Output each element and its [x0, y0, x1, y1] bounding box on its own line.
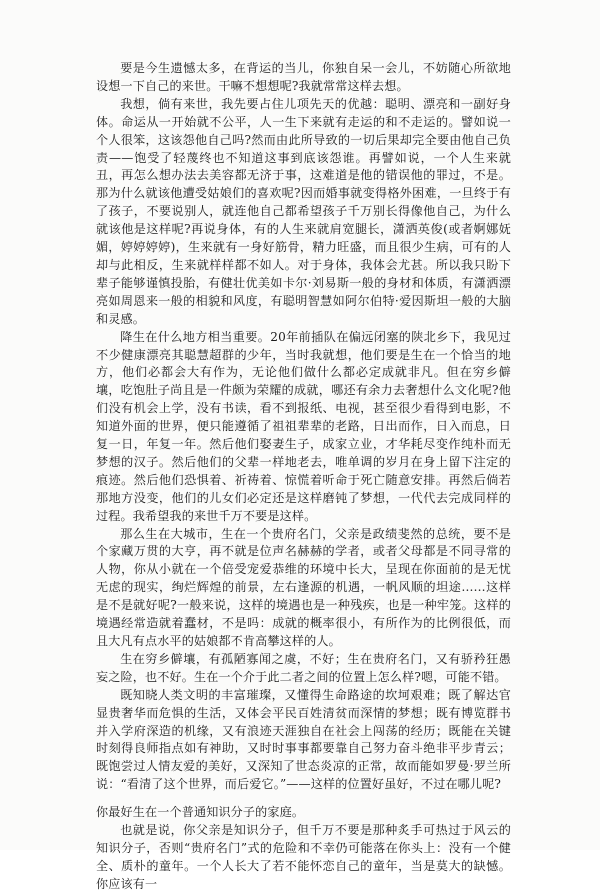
paragraph-2: 我想，倘有来世，我先要占住儿项先天的优越：聪明、漂亮和一副好身体。命运从一开始就不公平，人一生下来就有走运的和不走运的。譬如说一个人很笨，这该怨他自己吗?然而由此所导致的一切后果却完全要由他自己负责——饱受了轻蔑终也不知道这事到底该怨谁。再譬如说，一个人生来就丑，再怎么想办法去美容都无济于事，这难道是他的错误他的罪过，不是。那为什么就该他遭受姑娘们的喜欢呢?因而婚事就变得格外困难，一旦终于有了孩子，不要说别人，就连他自己都希望孩子千万别长得像他自己，为什么就该他是这样呢?再说身体，有的人生来就肩宽腿长，潇洒英俊(或者婀娜妩媚，婷婷婷婷)，生来就有一身好筋骨，精力旺盛，而且很少生病，可有的人却与此相反，生来就样样都不如人。对于身体，我体会尤甚。所以我只盼下辈子能够谨慎投胎，有健壮优美如卡尔·刘易斯一般的身材和体质，有潇洒漂亮如周恩来一般的相貌和风度，有聪明智慧如阿尔伯特·爱因斯坦一般的大脑和灵感。 — [96, 96, 511, 326]
essay-body — [96, 60, 511, 894]
paragraph-7: 你最好生在一个普通知识分子的家庭。 — [96, 805, 305, 820]
paragraph-1: 要是今生遗憾太多，在背运的当儿，你独自呆一会儿，不妨随心所欲地设想一下自己的来世。干嘛不想想呢?我就常常这样去想。 — [96, 61, 511, 93]
paragraph-6: 既知晓人类文明的丰富璀璨，又懂得生命路途的坎坷艰难；既了解达官显贵奢华而危惧的生活，又体会平民百姓清贫而深情的梦想；既有博览群书并入学府深造的机缘，又有浪迹天涯独自在社会上闯荡的经历；既能在关键时刻得良师指点如有神助，又时时事事都要靠自己努力奋斗绝非平步青云；既饱尝过人情友爱的美好，又深知了世态炎凉的正常，故而能如罗曼·罗兰所说：“看清了这个世界，而后爱它。”——这样的位置好虽好，不过在哪儿呢? — [96, 687, 511, 792]
paragraph-8: 也就是说，你父亲是知识分子，但千万不要是那种炙手可热过于风云的知识分子，否则“贵府名门”式的危险和不幸仍可能落在你头上：没有一个健全、质朴的童年。一个人长大了若不能怀恋自己的童年，当是莫大的缺憾。你应该有一 — [96, 823, 511, 891]
paragraph-4: 那么生在大城市，生在一个贵府名门，父亲是政绩斐然的总统，要不是个家藏万贯的大亨，再不就是位声名赫赫的学者，或者父母都是不同寻常的人物，你从小就在一个倍受宠爱恭维的环境中长大，呈现在你面前的是无忧无虑的现实，绚烂辉煌的前景，左右逢源的机遇，一帆风顺的坦途……这样是不是就好呢?一般来说，这样的境遇也是一种残疾，也是一种牢笼。这样的境遇经常造就着蠢材，不是吗：成就的概率很小，有所作为的比例很低，而且大凡有点水平的姑娘都不肯高攀这样的人。 — [96, 526, 511, 648]
paragraph-5: 生在穷乡僻壤，有孤陋寡闻之虞，不好；生在贵府名门，又有骄矜狂愚妄之险，也不好。生在一个介于此二者之间的位置上怎么样?嗯，可能不错。 — [96, 651, 511, 684]
paragraph-3: 降生在什么地方相当重要。20年前插队在偏远闭塞的陕北乡下，我见过不少健康漂亮其聪慧超群的少年，当时我就想，他们要是生在一个恰当的地方，他们必都会大有作为，无论他们做什么都必定成就非凡。但在穷乡僻壤，吃饱肚子尚且是一件颇为荣耀的成就，哪还有余力去奢想什么文化呢?他们没有机会上学，没有书读，看不到报纸、电视，甚至很少看得到电影，不知道外面的世界，便只能遵循了祖祖辈辈的老路，日出而作，日入而息，日复一日，年复一年。然后他们娶妻生子，成家立业，才华耗尽变作纯朴而无梦想的汉子。然后他们的父辈一样地老去，唯单调的岁月在身上留下注定的痕迹。然后他们恐惧着、祈祷着、惊慌着听命于死亡随意安排。再然后倘若那地方没变，他们的儿女们必定还是这样磨钝了梦想，一代代去完成同样的过程。我希望我的来世千万不要是这样。 — [96, 329, 511, 523]
